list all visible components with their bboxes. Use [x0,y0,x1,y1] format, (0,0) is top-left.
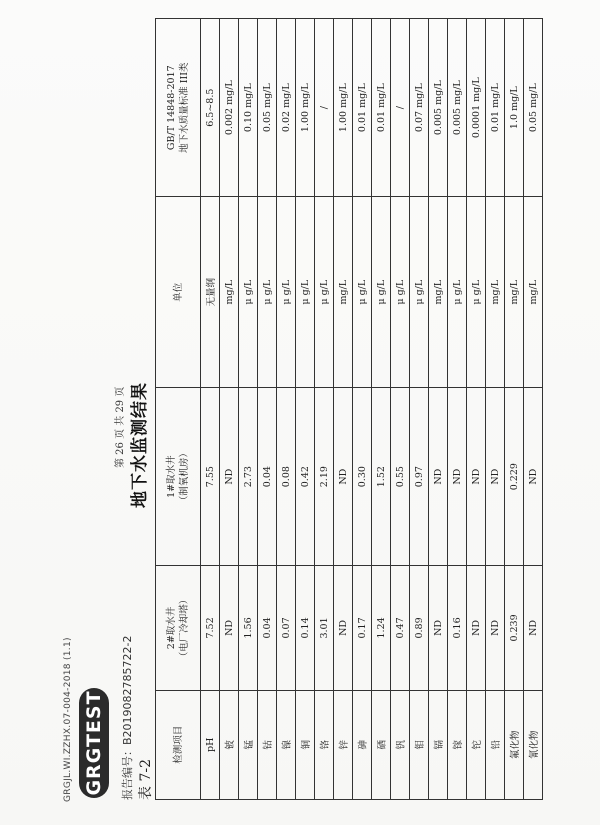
well-2-cell: ND [486,566,505,690]
well-2-cell: 0.16 [448,566,467,690]
results-table [155,18,543,800]
well-1-cell: 0.229 [505,388,524,566]
standard-cell: 6.5~8.5 [201,19,220,197]
item-cell: 砷 [353,690,372,799]
item-cell: 氟化物 [505,690,524,799]
standard-cell: 0.05 mg/L [258,19,277,197]
well-1-cell: 0.30 [353,388,372,566]
well-1-cell: ND [467,388,486,566]
unit-cell: μ g/L [315,197,334,388]
item-cell: 铊 [467,690,486,799]
unit-cell: 无量纲 [201,197,220,388]
standard-cell: 0.0001 mg/L [467,19,486,197]
report-number [119,636,135,801]
col-header-item: 检测项目 [156,690,201,799]
table-row [220,19,239,800]
unit-cell: μ g/L [410,197,429,388]
unit-cell: mg/L [220,197,239,388]
table-row [448,19,467,800]
item-cell: 镍 [277,690,296,799]
unit-cell: mg/L [334,197,353,388]
well-1-cell: 1.52 [372,388,391,566]
standard-cell: 0.10 mg/L [239,19,258,197]
unit-cell: μ g/L [372,197,391,388]
table-row [467,19,486,800]
table-row [315,19,334,800]
col-header-standard: GB/T 14848-2017 地下水质量标准 III类 [156,19,201,197]
table-row [486,19,505,800]
well-1-cell: ND [524,388,543,566]
table-row [353,19,372,800]
item-cell: 铬 [315,690,334,799]
unit-cell: mg/L [486,197,505,388]
unit-cell: μ g/L [239,197,258,388]
well-1-cell: 0.08 [277,388,296,566]
well-2-cell: 7.52 [201,566,220,690]
table-row [277,19,296,800]
well-2-cell: ND [334,566,353,690]
unit-cell: mg/L [429,197,448,388]
rotated-report-page [55,18,545,808]
unit-cell: mg/L [524,197,543,388]
unit-cell: μ g/L [448,197,467,388]
report-number-label: 报告编号： [121,745,134,800]
table-row [258,19,277,800]
well-1-cell: 0.42 [296,388,315,566]
item-cell: 钒 [391,690,410,799]
standard-cell: 0.07 mg/L [410,19,429,197]
item-cell: 钴 [258,690,277,799]
col-header-well-2: 2#取水井 （电厂冷却塔） [156,566,201,690]
col-header-unit: 单位 [156,197,201,388]
well-1-cell: 7.55 [201,388,220,566]
table-row [391,19,410,800]
well-1-cell: 0.55 [391,388,410,566]
well-2-cell: 0.14 [296,566,315,690]
well-2-cell: 1.56 [239,566,258,690]
well-2-cell: ND [524,566,543,690]
table-label: 表 7-2 [138,759,154,800]
item-cell: 锌 [334,690,353,799]
table-row [334,19,353,800]
item-cell: 氰化物 [524,690,543,799]
table-header-row [156,19,201,800]
standard-cell: 0.005 mg/L [429,19,448,197]
item-cell: 镓 [448,690,467,799]
unit-cell: μ g/L [353,197,372,388]
unit-cell: μ g/L [467,197,486,388]
well-2-cell: 3.01 [315,566,334,690]
standard-cell: 0.01 mg/L [372,19,391,197]
well-1-cell: ND [486,388,505,566]
well-1-cell: 0.04 [258,388,277,566]
grgtest-logo: GRGTEST [79,688,109,798]
standard-cell: 0.02 mg/L [277,19,296,197]
page-info: 第 26 页 共 29 页 [115,386,126,468]
page-title: 地下水监测结果 [130,382,150,508]
well-1-cell: ND [334,388,353,566]
item-cell: 硒 [372,690,391,799]
well-1-cell: ND [429,388,448,566]
well-1-cell: 2.19 [315,388,334,566]
well-1-cell: 2.73 [239,388,258,566]
well-2-cell: 0.04 [258,566,277,690]
table-row [524,19,543,800]
table-row [505,19,524,800]
unit-cell: μ g/L [391,197,410,388]
table-row [201,19,220,800]
well-2-cell: ND [467,566,486,690]
item-cell: 锰 [239,690,258,799]
well-2-cell: 1.24 [372,566,391,690]
standard-cell: 0.01 mg/L [486,19,505,197]
unit-cell: mg/L [505,197,524,388]
table-row [429,19,448,800]
standard-cell: 1.00 mg/L [296,19,315,197]
well-2-cell: 0.89 [410,566,429,690]
standard-cell: 0.05 mg/L [524,19,543,197]
item-cell: 铍 [220,690,239,799]
table-body [201,19,543,800]
well-2-cell: 0.07 [277,566,296,690]
unit-cell: μ g/L [258,197,277,388]
item-cell: 钼 [410,690,429,799]
unit-cell: μ g/L [277,197,296,388]
item-cell: 铅 [486,690,505,799]
table-row [239,19,258,800]
well-2-cell: ND [429,566,448,690]
table-row [410,19,429,800]
well-2-cell: 0.17 [353,566,372,690]
well-1-cell: ND [220,388,239,566]
standard-cell: 1.00 mg/L [334,19,353,197]
well-1-cell: ND [448,388,467,566]
standard-cell: 0.005 mg/L [448,19,467,197]
standard-cell: 1.0 mg/L [505,19,524,197]
report-number-value: B2019082785722-2 [121,635,134,745]
table-row [296,19,315,800]
well-2-cell: ND [220,566,239,690]
well-1-cell: 0.97 [410,388,429,566]
item-cell: pH [201,690,220,799]
document-code: GRGJL.WI.ZZHX.07-004-2018 (1.1) [63,637,73,802]
well-2-cell: 0.47 [391,566,410,690]
standard-cell: 0.002 mg/L [220,19,239,197]
standard-cell: / [391,19,410,197]
col-header-well-1: 1#取水井 （制氧机房） [156,388,201,566]
item-cell: 铜 [296,690,315,799]
table-row [372,19,391,800]
standard-cell: / [315,19,334,197]
item-cell: 镉 [429,690,448,799]
unit-cell: μ g/L [296,197,315,388]
standard-cell: 0.01 mg/L [353,19,372,197]
well-2-cell: 0.239 [505,566,524,690]
